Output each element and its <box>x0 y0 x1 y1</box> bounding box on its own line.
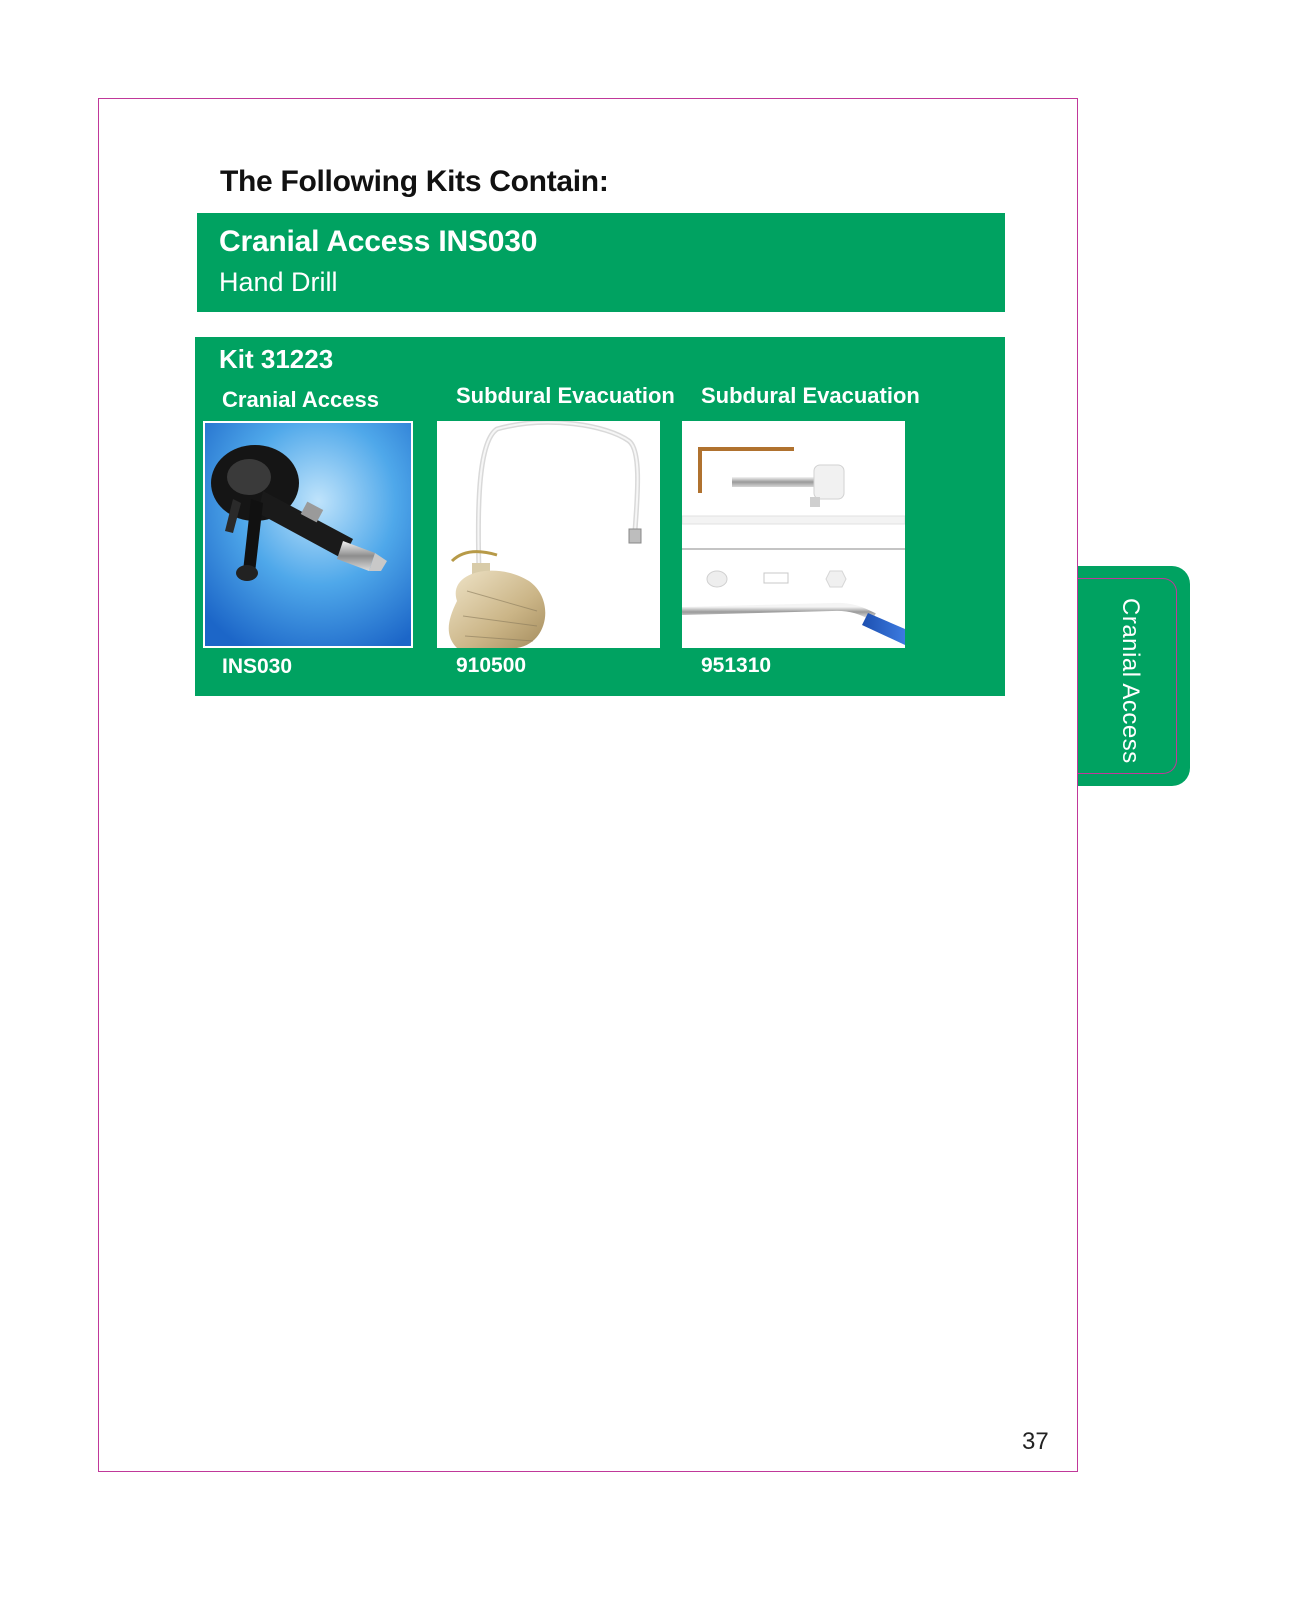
kit-title: Kit 31223 <box>219 344 334 374</box>
product-band <box>197 213 1005 312</box>
kit-item-label: Subdural Evacuation <box>456 383 675 408</box>
section-tab-label: Cranial Access <box>1117 598 1144 764</box>
kit-panel <box>195 337 1005 696</box>
kit-item-label: Cranial Access <box>222 387 379 412</box>
drainage-bulb-photo <box>437 421 660 648</box>
page-heading: The Following Kits Contain: <box>220 165 609 198</box>
hand-drill-photo <box>203 421 413 648</box>
kit-item-code: 951310 <box>701 654 772 677</box>
section-tab[interactable] <box>1078 566 1190 786</box>
kit-item-label: Subdural Evacuation <box>701 383 920 408</box>
product-title: Cranial Access INS030 <box>219 225 538 258</box>
kit-item-code: 910500 <box>456 654 527 677</box>
kit-item-code: INS030 <box>222 655 293 678</box>
product-subtitle: Hand Drill <box>219 267 338 297</box>
page-number: 37 <box>1022 1428 1049 1455</box>
evacuation-instruments-photo <box>682 421 905 648</box>
